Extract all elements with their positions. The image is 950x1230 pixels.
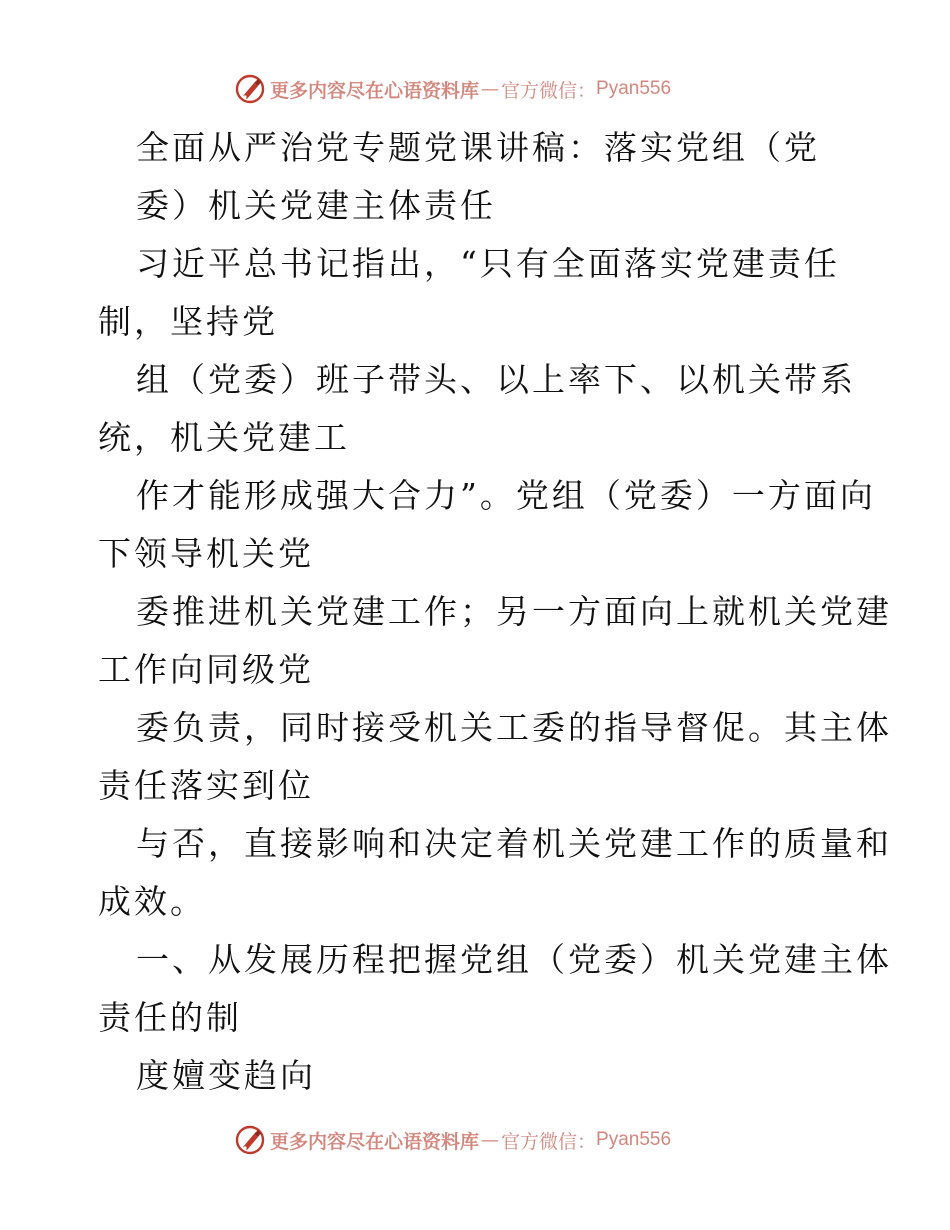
watermark-wechat-label: 官方微信： (501, 79, 597, 102)
document-title-line-1: 全面从严治党专题党课讲稿：落实党组（党 (136, 128, 820, 167)
watermark-text: 更多内容尽在心语资料库 (270, 1130, 480, 1153)
paragraph-line: 统，机关党建工 (98, 418, 350, 457)
footer-watermark (234, 1123, 671, 1157)
watermark-dash: — (481, 1129, 500, 1151)
pen-logo-icon (234, 1124, 266, 1156)
paragraph-line: 责任落实到位 (98, 766, 314, 805)
paragraph-line: 委负责，同时接受机关工委的指导督促。其主体 (136, 708, 892, 747)
watermark-wechat-id: Pyan556 (596, 1129, 672, 1150)
paragraph-line: 下领导机关党 (98, 534, 314, 573)
watermark-wechat-label: 官方微信： (501, 1130, 597, 1153)
section-heading-line: 一、从发展历程把握党组（党委）机关党建主体 (136, 940, 892, 979)
watermark-dash: — (481, 78, 500, 100)
paragraph-line: 与否，直接影响和决定着机关党建工作的质量和 (136, 824, 892, 863)
paragraph-line: 制，坚持党 (98, 302, 278, 341)
watermark-text: 更多内容尽在心语资料库 (270, 79, 480, 102)
header-watermark (234, 72, 671, 106)
section-heading-line: 责任的制 (98, 998, 242, 1037)
watermark-wechat-id: Pyan556 (596, 78, 672, 99)
paragraph-line: 成效。 (98, 882, 206, 921)
paragraph-line: 习近平总书记指出，“只有全面落实党建责任 (136, 244, 840, 283)
paragraph-line: 组（党委）班子带头、以上率下、以机关带系 (136, 360, 856, 399)
paragraph-line: 委推进机关党建工作；另一方面向上就机关党建 (136, 592, 892, 631)
paragraph-line: 工作向同级党 (98, 650, 314, 689)
document-title-line-2: 委）机关党建主体责任 (136, 186, 496, 225)
section-heading-line: 度嬗变趋向 (136, 1056, 316, 1095)
pen-logo-icon (234, 73, 266, 105)
paragraph-line: 作才能形成强大合力”。党组（党委）一方面向 (136, 476, 876, 515)
